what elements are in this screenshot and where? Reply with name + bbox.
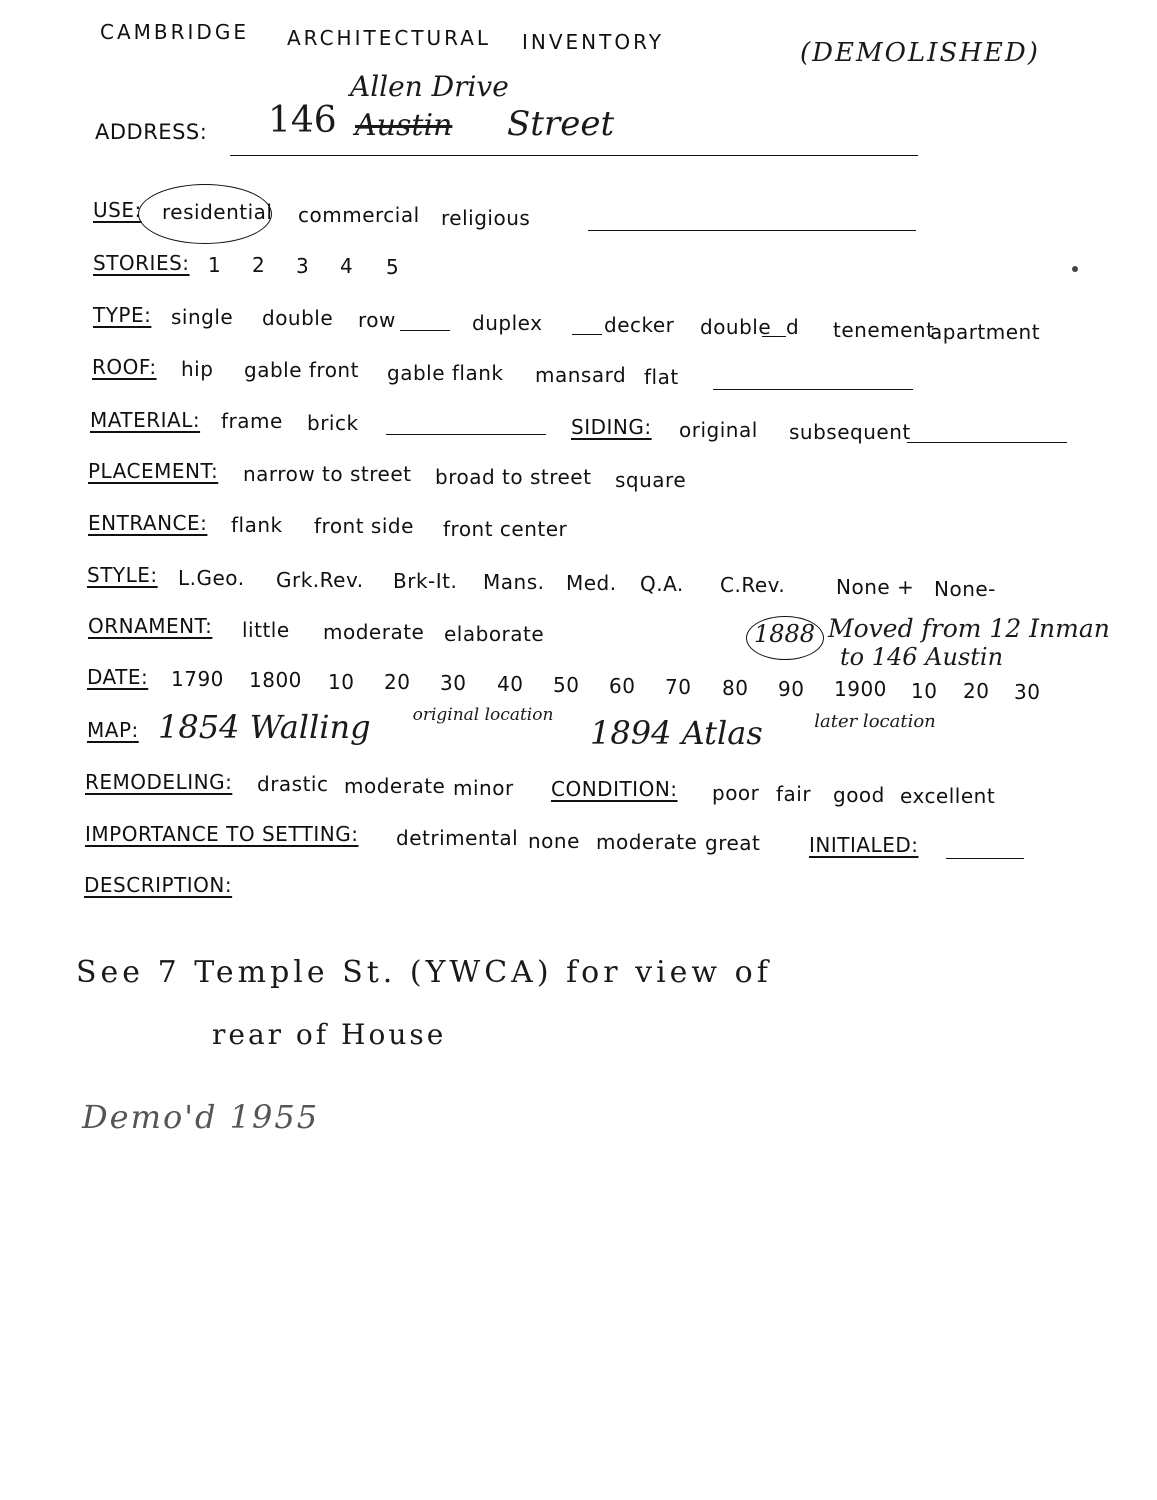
roof-option-gable-flank: gable flank	[387, 361, 504, 385]
placement-option-square: square	[615, 468, 687, 492]
style-option-brkit: Brk-It.	[393, 569, 458, 593]
type-option-decker: decker	[604, 313, 675, 337]
use-option-religious: religious	[441, 206, 531, 230]
header-title: ARCHITECTURAL	[287, 26, 492, 50]
stories-option-4: 4	[340, 254, 354, 278]
type-option-row: row	[358, 308, 396, 332]
roof-option-mansard: mansard	[535, 363, 627, 387]
address-street: Street	[507, 104, 615, 144]
stories-option-1: 1	[208, 253, 222, 277]
remodeling-label: REMODELING:	[85, 770, 233, 794]
date-option-1910: 10	[911, 679, 938, 703]
header-subtitle: INVENTORY	[522, 30, 664, 54]
roof-option-gable-front: gable front	[244, 358, 359, 382]
material-option-frame: frame	[221, 409, 283, 433]
ornament-option-elaborate: elaborate	[444, 622, 545, 646]
date-label: DATE:	[87, 665, 149, 689]
ornament-note-line1: Moved from 12 Inman	[828, 614, 1110, 643]
stray-mark	[1072, 266, 1078, 272]
material-other-line	[386, 434, 546, 435]
stories-label: STORIES:	[93, 251, 190, 275]
address-label: ADDRESS:	[95, 120, 208, 144]
use-other-line	[588, 230, 916, 231]
roof-option-hip: hip	[181, 357, 214, 381]
roof-option-flat: flat	[644, 365, 679, 389]
roof-label: ROOF:	[92, 355, 157, 379]
date-option-50: 50	[553, 673, 580, 697]
stories-option-2: 2	[252, 253, 266, 277]
importance-label: IMPORTANCE TO SETTING:	[85, 822, 359, 846]
type-option-d: d	[786, 315, 800, 339]
stories-option-3: 3	[296, 254, 310, 278]
stories-option-5: 5	[386, 255, 400, 279]
type-double-line	[762, 336, 786, 337]
type-option-double-decker: double	[700, 315, 772, 339]
placement-label: PLACEMENT:	[88, 459, 219, 483]
type-decker-line	[572, 334, 602, 335]
type-row-line	[400, 330, 450, 331]
type-label: TYPE:	[93, 303, 152, 327]
type-option-tenement: tenement	[833, 318, 935, 342]
ornament-note-year: 1888	[754, 620, 816, 648]
material-option-brick: brick	[307, 411, 359, 435]
importance-option-detrimental: detrimental	[396, 826, 519, 850]
date-option-80: 80	[722, 676, 749, 700]
map-label: MAP:	[87, 718, 139, 742]
demolished-stamp: (DEMOLISHED)	[800, 38, 1040, 68]
style-option-crev: C.Rev.	[720, 573, 786, 597]
condition-option-fair: fair	[776, 782, 812, 806]
map-entry2-note: later location	[814, 711, 936, 732]
roof-other-line	[713, 389, 913, 390]
ornament-label: ORNAMENT:	[88, 614, 213, 638]
map-entry1: 1854 Walling	[158, 708, 371, 746]
use-option-residential: residential	[162, 200, 273, 224]
date-option-1800: 1800	[249, 668, 302, 692]
siding-label: SIDING:	[571, 415, 652, 439]
description-label: DESCRIPTION:	[84, 873, 233, 897]
ornament-option-moderate: moderate	[323, 620, 425, 644]
date-option-40: 40	[497, 672, 524, 696]
initialed-line	[946, 858, 1024, 859]
type-option-duplex: duplex	[472, 311, 543, 335]
address-above: Allen Drive	[350, 70, 509, 103]
style-label: STYLE:	[87, 563, 158, 587]
remodeling-option-drastic: drastic	[257, 772, 329, 796]
importance-option-moderate: moderate	[596, 830, 698, 854]
initialed-label: INITIALED:	[809, 833, 919, 857]
style-option-med: Med.	[566, 571, 617, 595]
siding-other-line	[907, 442, 1067, 443]
type-option-apartment: apartment	[930, 320, 1041, 344]
style-option-grkrev: Grk.Rev.	[276, 568, 364, 592]
condition-option-good: good	[833, 783, 885, 807]
date-option-1790: 1790	[171, 667, 224, 691]
date-option-30: 30	[440, 671, 467, 695]
date-option-70: 70	[665, 675, 692, 699]
siding-option-original: original	[679, 418, 758, 442]
header-org: CAMBRIDGE	[100, 20, 249, 44]
style-option-qa: Q.A.	[640, 572, 684, 596]
remodeling-option-moderate: moderate	[344, 774, 446, 798]
material-label: MATERIAL:	[90, 408, 201, 432]
date-option-60: 60	[609, 674, 636, 698]
siding-option-subsequent: subsequent	[789, 420, 911, 444]
date-option-1930: 30	[1014, 680, 1041, 704]
date-option-1900: 1900	[834, 677, 887, 701]
ornament-option-little: little	[242, 618, 290, 642]
style-option-none-minus: None-	[934, 577, 996, 601]
map-entry2: 1894 Atlas	[590, 714, 763, 752]
use-label: USE:	[93, 198, 142, 222]
address-number: 146	[268, 100, 337, 141]
type-option-single: single	[171, 305, 234, 329]
date-option-90: 90	[778, 677, 805, 701]
ornament-note-line2: to 146 Austin	[840, 643, 1004, 671]
entrance-option-front-side: front side	[314, 514, 414, 538]
importance-option-great: great	[705, 831, 761, 855]
use-option-commercial: commercial	[298, 203, 420, 227]
placement-option-narrow: narrow to street	[243, 462, 412, 486]
description-line1: See 7 Temple St. (YWCA) for view of	[76, 955, 772, 990]
date-option-10: 10	[328, 670, 355, 694]
remodeling-option-minor: minor	[453, 776, 514, 800]
style-option-none-plus: None +	[836, 575, 915, 599]
address-line	[230, 155, 918, 156]
date-option-20: 20	[384, 670, 411, 694]
importance-option-none: none	[528, 829, 580, 853]
condition-label: CONDITION:	[551, 777, 678, 801]
entrance-option-flank: flank	[231, 513, 283, 537]
style-option-mans: Mans.	[483, 570, 545, 594]
condition-option-excellent: excellent	[900, 784, 996, 808]
map-entry1-note: original location	[412, 705, 554, 725]
address-struck: Austin	[355, 108, 453, 143]
placement-option-broad: broad to street	[435, 465, 592, 489]
description-line2: rear of House	[212, 1018, 447, 1051]
date-option-1920: 20	[963, 679, 990, 703]
type-option-double: double	[262, 306, 334, 330]
condition-option-poor: poor	[712, 781, 760, 805]
style-option-lgeo: L.Geo.	[178, 566, 245, 590]
entrance-label: ENTRANCE:	[88, 511, 208, 535]
entrance-option-front-center: front center	[443, 517, 568, 541]
description-line3: Demo'd 1955	[82, 1098, 320, 1136]
